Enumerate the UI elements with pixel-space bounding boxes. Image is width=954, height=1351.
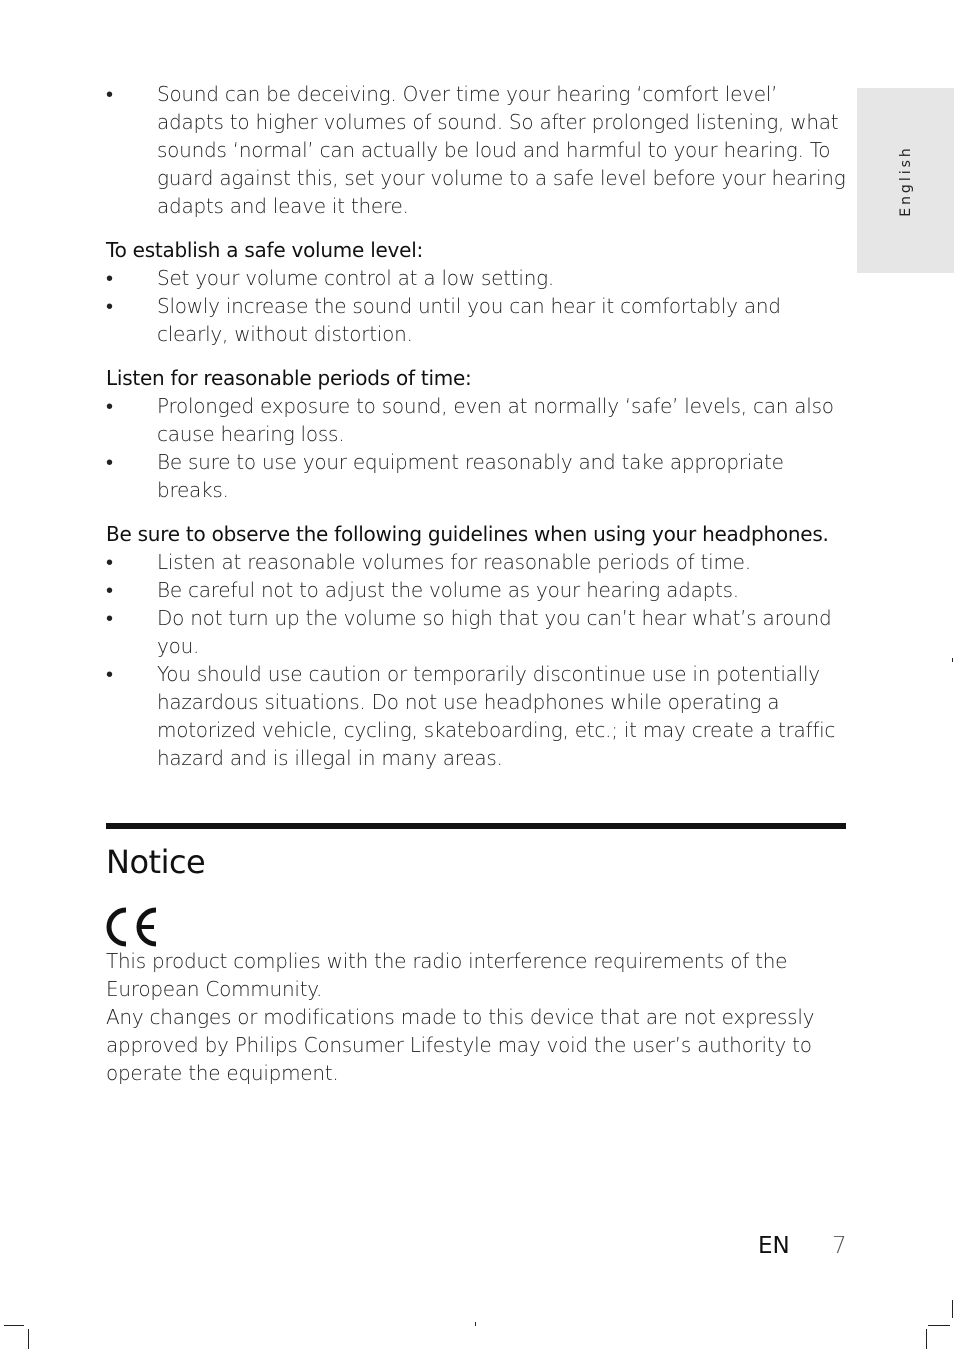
section-divider <box>106 823 846 829</box>
bullet-icon: • <box>106 266 113 290</box>
notice-compliance-text: This product complies with the radio interference requirements of the European Community. <box>106 949 788 1001</box>
bullet-icon: • <box>106 662 113 686</box>
crop-mark <box>28 1329 29 1349</box>
crop-mark <box>926 1329 927 1349</box>
footer-language-code: EN <box>758 1233 790 1259</box>
safe-volume-list <box>106 264 846 348</box>
list-item: • Listen at reasonable volumes for reasonable periods of time. <box>106 550 751 574</box>
intro-bullet-list <box>106 80 846 220</box>
page-content <box>106 80 846 1087</box>
reasonable-periods-heading: Listen for reasonable periods of time: <box>106 366 472 390</box>
list-item: • Slowly increase the sound until you can hear it comfortably and clearly, without distortion. <box>106 294 781 346</box>
language-side-tab <box>857 88 954 273</box>
notice-modification-text: Any changes or modifications made to this device that are not expressly approved by Philips Consumer Lifestyle may void the user’s authority to operate the equipment. <box>106 1005 815 1085</box>
list-item: • Set your volume control at a low setting. <box>106 266 554 290</box>
crop-mark <box>952 1300 953 1318</box>
bullet-icon: • <box>106 394 113 418</box>
bullet-icon: • <box>106 578 113 602</box>
list-item: • Be sure to use your equipment reasonably and take appropriate breaks. <box>106 450 784 502</box>
list-item: • You should use caution or temporarily discontinue use in potentially hazardous situations. Do not use headphones while operating a motorized vehicle, cycling, skateboarding, etc.; it may create a traffic hazard and is illegal in many areas. <box>106 662 836 770</box>
bullet-icon: • <box>106 606 113 630</box>
bullet-icon: • <box>106 450 113 474</box>
list-item: • Be careful not to adjust the volume as your hearing adapts. <box>106 578 739 602</box>
crop-mark <box>475 1322 476 1326</box>
list-item: • Prolonged exposure to sound, even at normally ‘safe’ levels, can also cause hearing loss. <box>106 394 834 446</box>
bullet-icon: • <box>106 550 113 574</box>
crop-mark <box>4 1325 24 1326</box>
guidelines-list <box>106 548 846 772</box>
safe-volume-heading: To establish a safe volume level: <box>106 238 423 262</box>
crop-mark <box>928 1325 950 1326</box>
crop-mark <box>952 658 953 662</box>
guidelines-heading: Be sure to observe the following guidelines when using your headphones. <box>106 522 829 546</box>
page-number: 7 <box>832 1233 847 1259</box>
ce-mark-icon <box>106 907 162 947</box>
list-item: • Sound can be deceiving. Over time your hearing ‘comfort level’ adapts to higher volumes of sound. So after prolonged listening, what sounds ‘normal’ can actually be loud and harmful to your hearing. To guard against this, set your volume to a safe level before your hearing adapts and leave it there. <box>106 82 846 218</box>
list-item: • Do not turn up the volume so high that you can’t hear what’s around you. <box>106 606 832 658</box>
bullet-icon: • <box>106 82 113 106</box>
language-side-tab-label: English <box>897 144 914 217</box>
notice-title: Notice <box>106 843 206 881</box>
bullet-icon: • <box>106 294 113 318</box>
reasonable-periods-list <box>106 392 846 504</box>
